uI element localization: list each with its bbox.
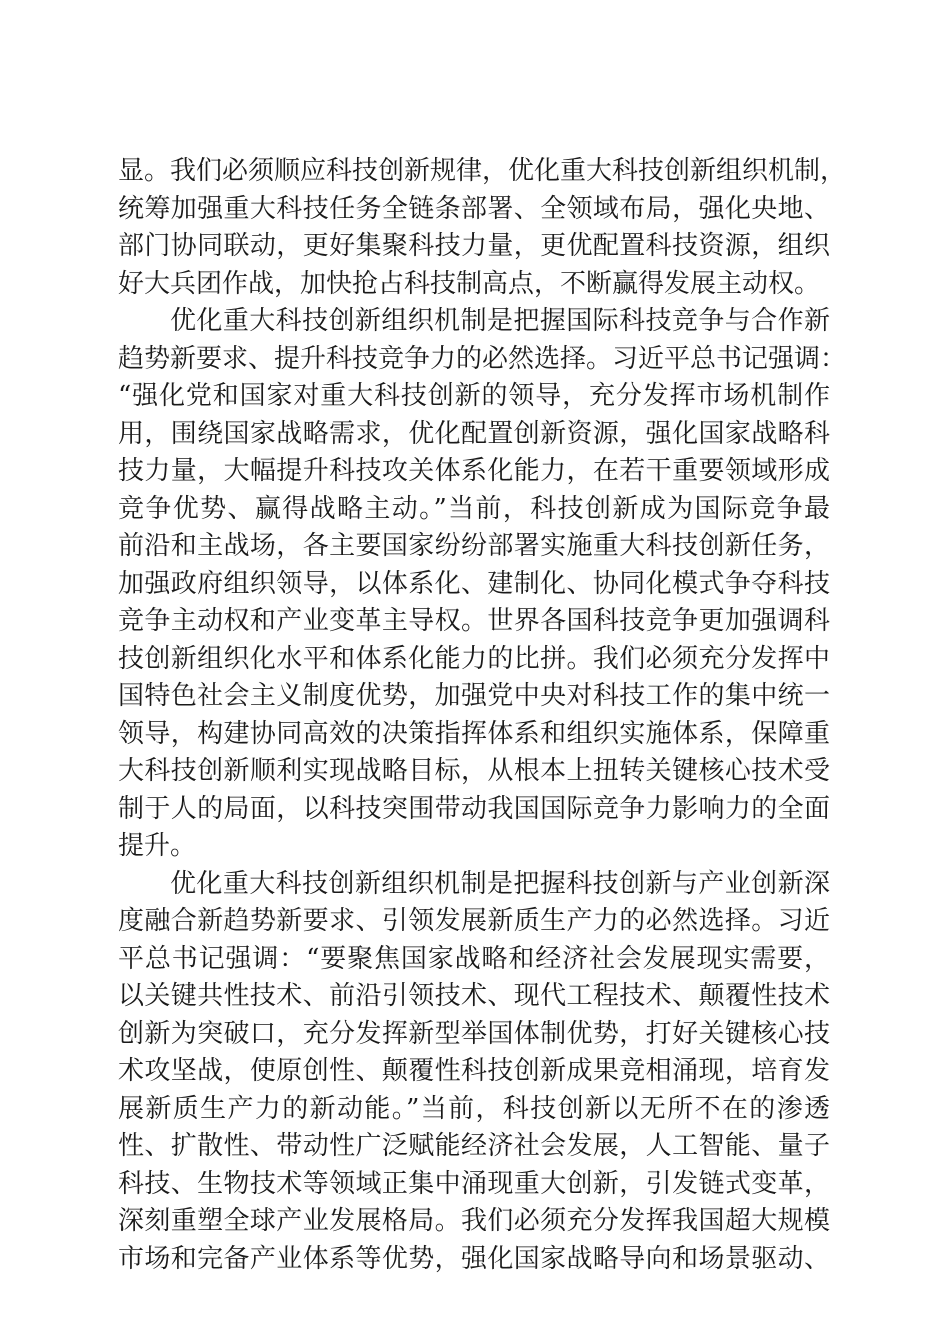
text-line: 竞争优势、赢得战略主动。”当前，科技创新成为国际竞争最 bbox=[118, 493, 830, 524]
text-line: 领导，构建协同高效的决策指挥体系和组织实施体系，保障重 bbox=[118, 718, 830, 749]
text-line: 展新质生产力的新动能。”当前，科技创新以无所不在的渗透 bbox=[118, 1093, 830, 1124]
text-line: 优化重大科技创新组织机制是把握国际科技竞争与合作新 bbox=[170, 306, 830, 336]
text-line: 国特色社会主义制度优势，加强党中央对科技工作的集中统一 bbox=[118, 681, 830, 711]
text-line: 平总书记强调：“要聚焦国家战略和经济社会发展现实需要， bbox=[118, 943, 830, 974]
text-line: 加强政府组织领导，以体系化、建制化、协同化模式争夺科技 bbox=[118, 568, 830, 599]
text-line: 显。我们必须顺应科技创新规律，优化重大科技创新组织机制， bbox=[118, 156, 847, 186]
text-line: 好大兵团作战，加快抢占科技制高点，不断赢得发展主动权。 bbox=[118, 268, 821, 299]
text-line: 制于人的局面，以科技突围带动我国国际竞争力影响力的全面 bbox=[118, 793, 830, 824]
text-line: 用，围绕国家战略需求，优化配置创新资源，强化国家战略科 bbox=[118, 418, 830, 449]
text-line: 市场和完备产业体系等优势，强化国家战略导向和场景驱动、 bbox=[118, 1243, 830, 1274]
paragraph bbox=[118, 303, 847, 866]
text-line: 技力量，大幅提升科技攻关体系化能力，在若干重要领域形成 bbox=[118, 456, 830, 486]
text-line: 部门协同联动，更好集聚科技力量，更优配置科技资源，组织 bbox=[118, 231, 830, 261]
text-line: 优化重大科技创新组织机制是把握科技创新与产业创新深 bbox=[170, 868, 830, 899]
text-line: 趋势新要求、提升科技竞争力的必然选择。习近平总书记强调： bbox=[118, 343, 847, 374]
text-line: 前沿和主战场，各主要国家纷纷部署实施重大科技创新任务， bbox=[118, 531, 830, 561]
text-line: 竞争主动权和产业变革主导权。世界各国科技竞争更加强调科 bbox=[118, 606, 830, 636]
text-line: 提升。 bbox=[118, 831, 197, 861]
text-line: 以关键共性技术、前沿引领技术、现代工程技术、颠覆性技术 bbox=[118, 981, 830, 1011]
text-line: 术攻坚战，使原创性、颠覆性科技创新成果竞相涌现，培育发 bbox=[118, 1056, 830, 1086]
paragraph bbox=[118, 153, 847, 303]
text-line: 科技、生物技术等领域正集中涌现重大创新，引发链式变革， bbox=[118, 1168, 830, 1199]
document-body bbox=[118, 153, 847, 1278]
paragraph bbox=[118, 866, 830, 1279]
text-line: 大科技创新顺利实现战略目标，从根本上扭转关键核心技术受 bbox=[118, 756, 830, 786]
text-line: 性、扩散性、带动性广泛赋能经济社会发展，人工智能、量子 bbox=[118, 1131, 830, 1161]
text-line: 度融合新趋势新要求、引领发展新质生产力的必然选择。习近 bbox=[118, 906, 830, 936]
text-line: 创新为突破口，充分发挥新型举国体制优势，打好关键核心技 bbox=[118, 1018, 830, 1049]
text-line: 统筹加强重大科技任务全链条部署、全领域布局，强化央地、 bbox=[118, 193, 830, 224]
text-line: 技创新组织化水平和体系化能力的比拼。我们必须充分发挥中 bbox=[118, 643, 830, 674]
text-line: “强化党和国家对重大科技创新的领导，充分发挥市场机制作 bbox=[118, 381, 830, 411]
text-line: 深刻重塑全球产业发展格局。我们必须充分发挥我国超大规模 bbox=[118, 1206, 830, 1236]
